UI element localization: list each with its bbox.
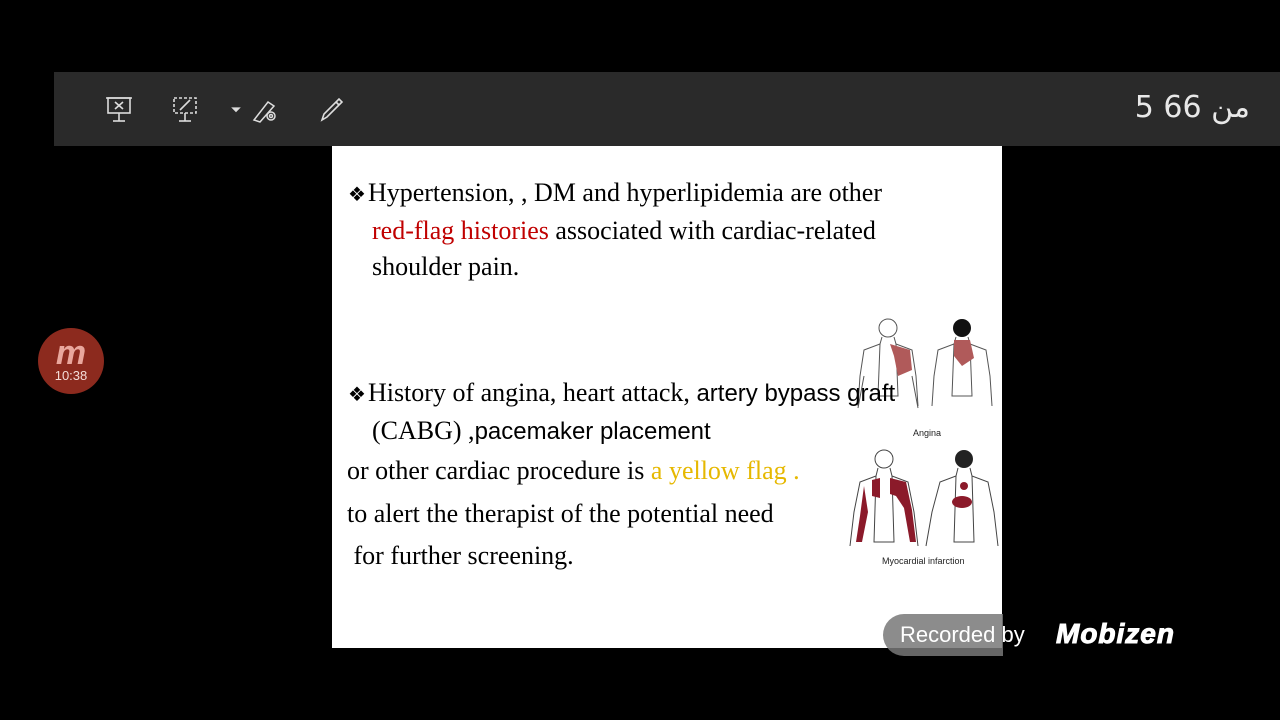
bullet-icon: ❖ bbox=[348, 184, 366, 206]
mobizen-logo-icon: m bbox=[55, 334, 87, 372]
page-counter: 5 من 66 bbox=[1134, 90, 1250, 125]
bullet-icon: ❖ bbox=[348, 384, 366, 406]
para1-line1: Hypertension, , DM and hyperlipidemia are other bbox=[367, 178, 883, 207]
para2-line2-serif: (CABG) , bbox=[372, 416, 475, 445]
yellow-flag-text: a yellow flag bbox=[650, 456, 794, 485]
recorder-badge[interactable] bbox=[38, 328, 104, 394]
pen-icon[interactable] bbox=[314, 92, 348, 126]
watermark-text: Recorded by bbox=[900, 622, 1025, 647]
laser-pointer-settings-icon[interactable] bbox=[248, 92, 282, 126]
para2-line4: to alert the therapist of the potential need bbox=[347, 499, 774, 528]
paragraph-yellow-flag bbox=[348, 375, 988, 450]
para1-line2: associated with cardiac-related bbox=[548, 216, 876, 245]
red-flag-text: red-flag histories bbox=[372, 216, 549, 245]
para2-line5: for further screening. bbox=[347, 541, 574, 570]
mi-caption: Myocardial infarction bbox=[882, 556, 965, 566]
watermark-logo: Mobizen bbox=[1056, 618, 1175, 649]
angina-caption: Angina bbox=[913, 428, 942, 438]
para2-line3: or other cardiac procedure is bbox=[347, 456, 651, 485]
yellow-flag-dot: . bbox=[793, 456, 800, 485]
dropdown-arrow-icon[interactable] bbox=[226, 92, 246, 126]
para2-line2-sans: pacemaker placement bbox=[474, 418, 711, 445]
presentation-toolbar bbox=[54, 72, 1280, 146]
paragraph-continued bbox=[347, 453, 987, 574]
presenter-close-icon[interactable] bbox=[102, 92, 136, 126]
para2-line1-serif: History of angina, heart attack, bbox=[367, 378, 697, 407]
slide bbox=[332, 146, 1002, 648]
paragraph-red-flag bbox=[348, 175, 988, 285]
para2-line1-sans: artery bypass graft bbox=[696, 380, 896, 407]
presenter-edit-icon[interactable] bbox=[168, 92, 202, 126]
recording-time: 10:38 bbox=[54, 368, 88, 383]
para1-line3: shoulder pain. bbox=[372, 252, 520, 281]
